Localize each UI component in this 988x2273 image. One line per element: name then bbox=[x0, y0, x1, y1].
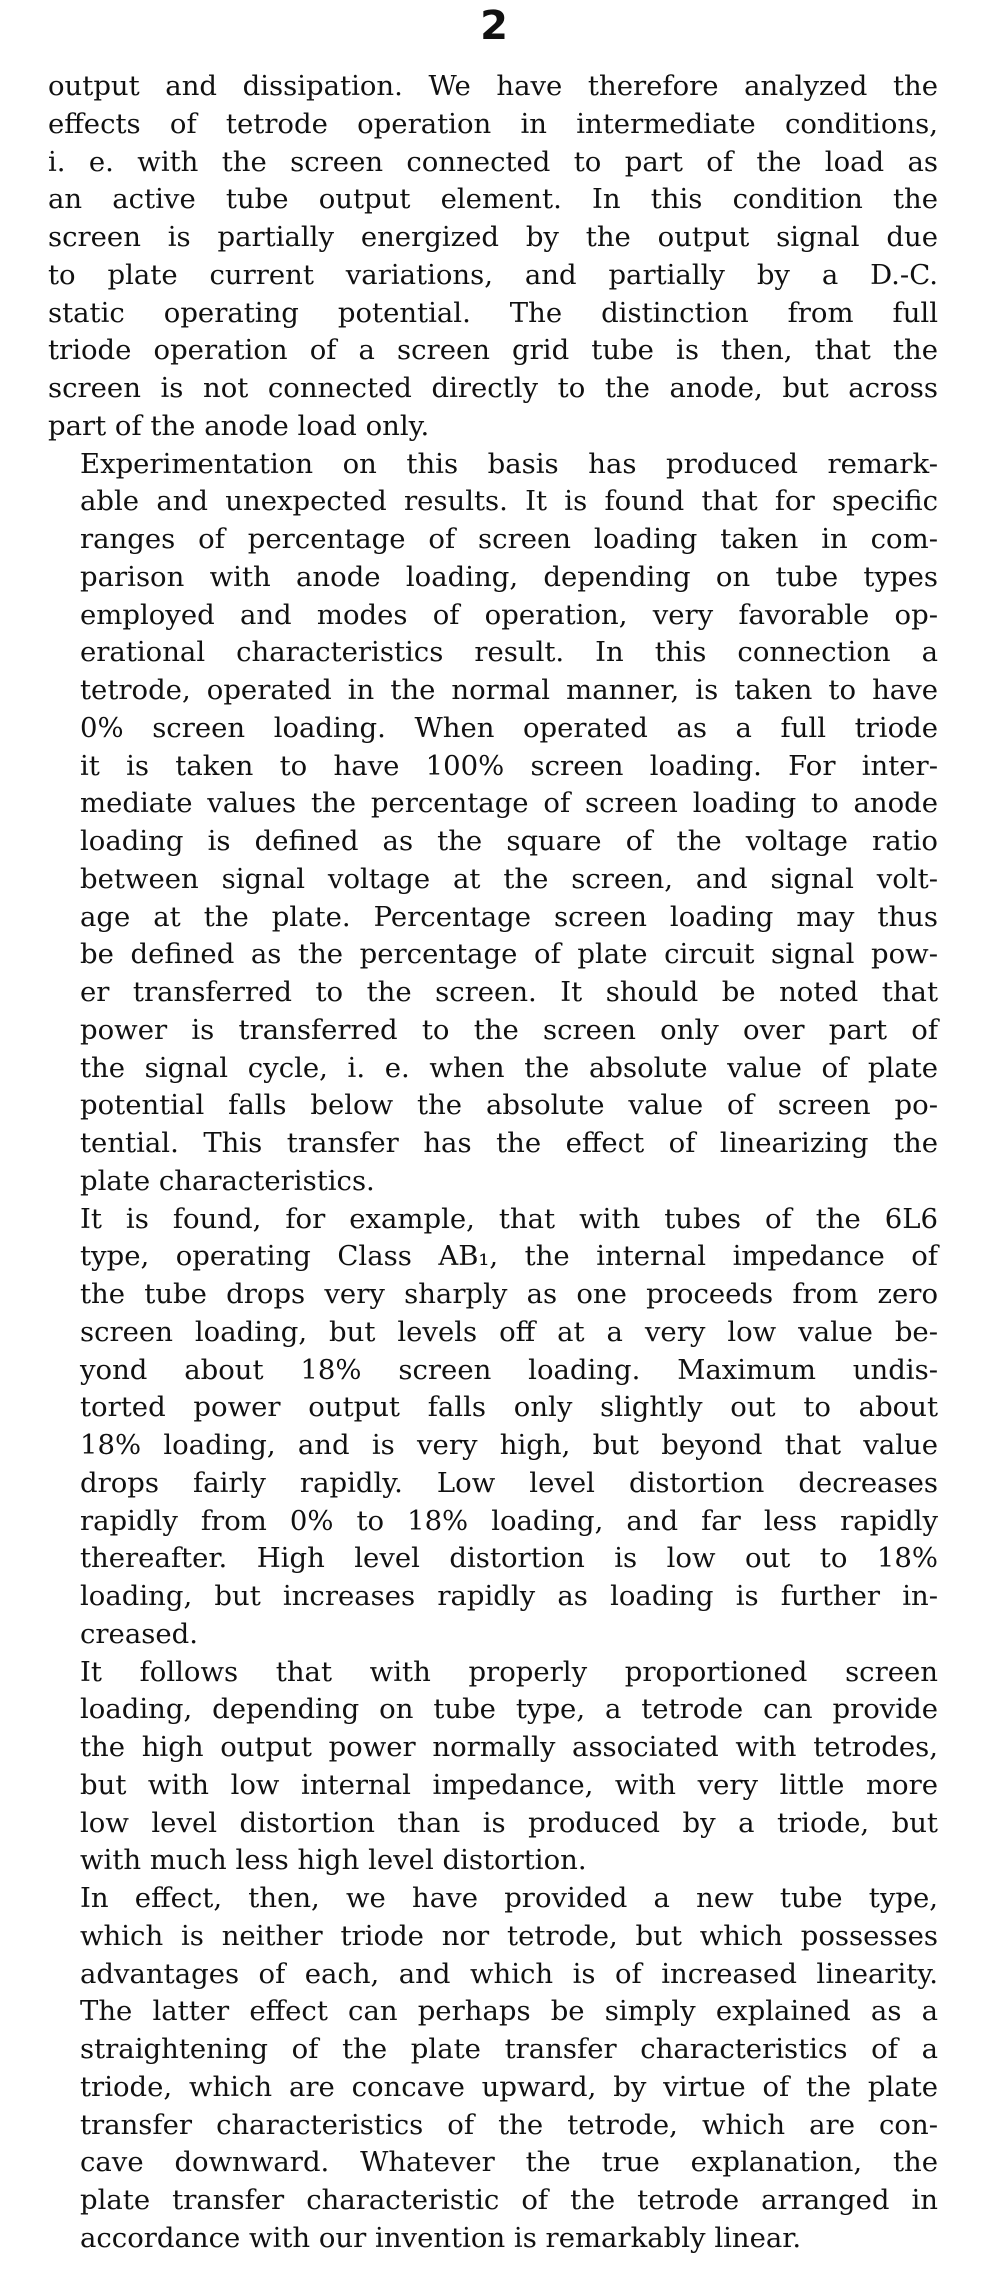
text-line: type, operating Class AB₁, the internal impedance of bbox=[80, 1240, 938, 1273]
text-line: triode operation of a screen grid tube is then, that the bbox=[48, 334, 938, 367]
text-line: which is neither triode nor tetrode, but which possesses bbox=[80, 1919, 938, 1952]
text-line: creased. bbox=[80, 1617, 198, 1650]
text-line: output and dissipation. We have therefore analyzed the bbox=[48, 70, 938, 102]
text-line: ranges of percentage of screen loading taken in com- bbox=[80, 523, 938, 555]
text-line: In effect, then, we have provided a new tube type, bbox=[80, 1882, 938, 1914]
page-number: 2 bbox=[480, 3, 508, 49]
text-line: screen is partially energized by the output signal due bbox=[48, 221, 938, 253]
text-line: employed and modes of operation, very favorable op- bbox=[80, 598, 938, 631]
body-text bbox=[48, 68, 938, 2258]
text-line: with much less high level distortion. bbox=[80, 1844, 587, 1877]
text-line: plate characteristics. bbox=[80, 1164, 375, 1197]
text-line: It is found, for example, that with tubes of the 6L6 bbox=[80, 1202, 938, 1235]
text-line: able and unexpected results. It is found that for specific bbox=[80, 485, 938, 518]
text-line: i. e. with the screen connected to part of the load as bbox=[48, 145, 938, 178]
text-line: the tube drops very sharply as one proceeds from zero bbox=[80, 1278, 938, 1310]
text-line: age at the plate. Percentage screen loading may thus bbox=[80, 900, 938, 933]
text-line: it is taken to have 100% screen loading. For inter- bbox=[80, 749, 938, 782]
text-line: to plate current variations, and partially by a D.-C. bbox=[48, 258, 938, 291]
paragraph bbox=[48, 1654, 938, 1881]
text-line: accordance with our invention is remarkably linear. bbox=[80, 2221, 802, 2254]
text-line: tetrode, operated in the normal manner, is taken to have bbox=[80, 674, 938, 706]
text-line: rapidly from 0% to 18% loading, and far less rapidly bbox=[80, 1504, 938, 1537]
text-line: loading, but increases rapidly as loading is further in- bbox=[80, 1580, 938, 1612]
text-line: er transferred to the screen. It should be noted that bbox=[80, 976, 938, 1008]
text-line: loading is defined as the square of the voltage ratio bbox=[80, 825, 938, 857]
text-line: It follows that with properly proportioned screen bbox=[80, 1655, 938, 1688]
text-line: yond about 18% screen loading. Maximum undis- bbox=[80, 1353, 938, 1386]
text-line: an active tube output element. In this condition the bbox=[48, 183, 938, 216]
text-line: part of the anode load only. bbox=[48, 409, 430, 442]
text-line: power is transferred to the screen only over part of bbox=[80, 1013, 938, 1046]
text-line: torted power output falls only slightly out to about bbox=[80, 1391, 938, 1424]
paragraph bbox=[48, 1880, 938, 2258]
paragraph bbox=[48, 68, 938, 446]
text-line: Experimentation on this basis has produced remark- bbox=[80, 447, 938, 480]
paragraph bbox=[48, 446, 938, 1201]
text-line: erational characteristics result. In this connection a bbox=[80, 636, 938, 669]
text-line: screen loading, but levels off at a very low value be- bbox=[80, 1315, 938, 1348]
text-line: low level distortion than is produced by a triode, but bbox=[80, 1806, 938, 1839]
text-line: cave downward. Whatever the true explanation, the bbox=[80, 2146, 938, 2179]
text-line: the signal cycle, i. e. when the absolute value of plate bbox=[80, 1051, 938, 1084]
text-line: straightening of the plate transfer characteristics of a bbox=[80, 2033, 938, 2065]
text-line: The latter effect can perhaps be simply explained as a bbox=[80, 1995, 938, 2028]
text-line: the high output power normally associated with tetrodes, bbox=[80, 1731, 938, 1763]
paragraph bbox=[48, 1201, 938, 1654]
text-line: tential. This transfer has the effect of linearizing the bbox=[80, 1127, 938, 1159]
text-line: loading, depending on tube type, a tetrode can provide bbox=[80, 1693, 938, 1726]
text-line: drops fairly rapidly. Low level distortion decreases bbox=[80, 1466, 938, 1499]
text-line: 18% loading, and is very high, but beyond that value bbox=[80, 1429, 938, 1461]
text-line: parison with anode loading, depending on tube types bbox=[80, 560, 938, 593]
text-line: screen is not connected directly to the anode, but across bbox=[48, 372, 938, 404]
text-line: triode, which are concave upward, by virtue of the plate bbox=[80, 2070, 938, 2103]
text-line: effects of tetrode operation in intermediate conditions, bbox=[48, 107, 938, 140]
text-line: thereafter. High level distortion is low out to 18% bbox=[80, 1542, 938, 1575]
text-line: transfer characteristics of the tetrode, which are con- bbox=[80, 2108, 938, 2141]
text-line: be defined as the percentage of plate circuit signal pow- bbox=[80, 938, 938, 971]
text-line: between signal voltage at the screen, and signal volt- bbox=[80, 862, 938, 895]
text-line: but with low internal impedance, with very little more bbox=[80, 1768, 938, 1801]
text-line: 0% screen loading. When operated as a full triode bbox=[80, 711, 938, 744]
text-line: static operating potential. The distinction from full bbox=[48, 296, 938, 329]
text-line: potential falls below the absolute value of screen po- bbox=[80, 1089, 938, 1122]
text-line: plate transfer characteristic of the tetrode arranged in bbox=[80, 2184, 938, 2216]
text-line: mediate values the percentage of screen loading to anode bbox=[80, 787, 938, 820]
text-line: advantages of each, and which is of increased linearity. bbox=[80, 1957, 938, 1990]
